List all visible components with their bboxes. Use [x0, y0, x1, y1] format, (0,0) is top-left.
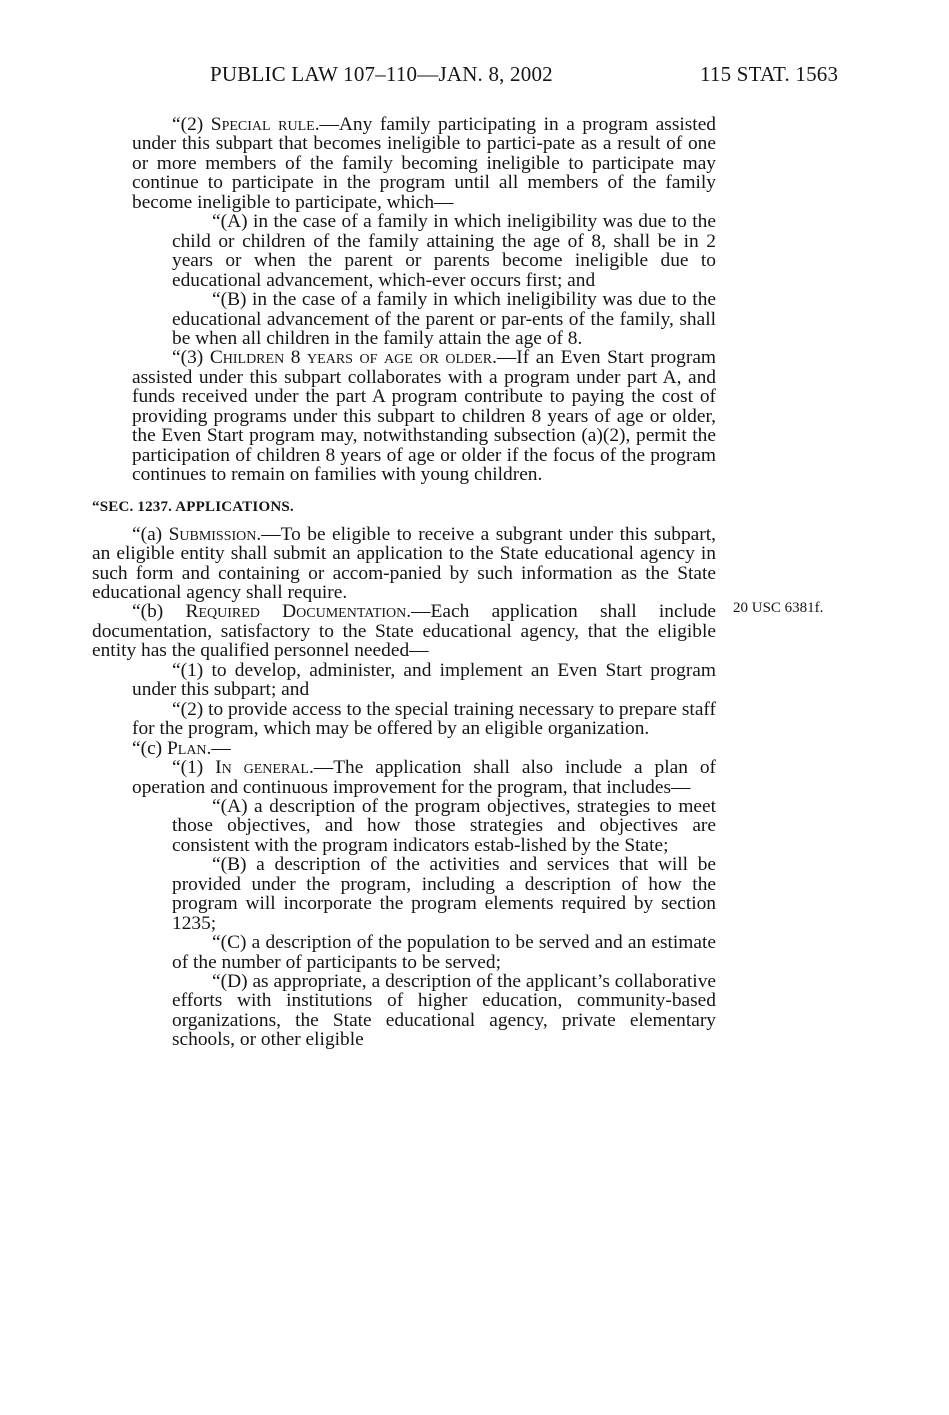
- para-number: “(a): [132, 523, 169, 545]
- paragraph-c1-in-general: [92, 758, 716, 797]
- paragraph-cA-objectives: “(A) a description of the program objectives, strategies to meet those objectives, and how those strategies and objectives are consistent with the program indicators estab-lished by the State;: [172, 795, 716, 856]
- para-text: .—The application shall also include a plan of operation and continuous improvement for the program, that includes—: [132, 757, 716, 798]
- paragraph-b1-develop: “(1) to develop, administer, and implement an Even Start program under this subpart; and: [132, 659, 716, 701]
- para-text: .—If an Even Start program assisted under this subpart collaborates with a program under part A, and funds received under the part A program contribute to paying the cost of providing programs under this subpart to children 8 years of age or older, the Even Start program may, notwithstanding subsection (a)(2), permit the participation of children 8 years of age or older if the focus of the program continues to remain on families with young children.: [132, 347, 717, 486]
- para-number: “(c): [132, 737, 167, 759]
- header-stat-citation: 115 STAT. 1563: [700, 62, 839, 86]
- para-heading: Children 8 years of age or older: [209, 347, 493, 369]
- para-heading: Special rule: [210, 114, 315, 135]
- para-text: .—Any family participating in a program assisted under this subpart that becomes ineligible to partici-pate as a result of one or more members of the family becoming ineligible to participate may continue to participate in the program until all members of the family become ineligible to participate, which—: [132, 114, 716, 213]
- paragraph-c-plan: [92, 739, 716, 758]
- para-text: .—: [206, 737, 231, 759]
- paragraph-cB-activities: “(B) a description of the activities and services that will be provided under the program, including a description of how the program will incorporate the program elements required by section 1235;: [172, 854, 716, 934]
- section-heading: “SEC. 1237. APPLICATIONS.: [92, 498, 294, 515]
- paragraph-children-8-years: [92, 348, 716, 484]
- paragraph-subclause-b-advancement: “(B) in the case of a family in which ineligibility was due to the educational advancement of the parent or par-ents of the family, shall be when all children in the family attain the age of 8.: [172, 289, 716, 349]
- running-header: [0, 62, 949, 92]
- para-number: “(b): [132, 601, 186, 623]
- paragraph-b2-training: “(2) to provide access to the special training necessary to prepare staff for the program, which may be offered by an eligible organization.: [132, 698, 716, 740]
- para-heading: In general: [215, 757, 309, 779]
- paragraph-a-submission: [92, 525, 716, 603]
- para-number: “(2): [172, 114, 211, 135]
- para-number: “(3): [172, 347, 210, 369]
- header-title: PUBLIC LAW 107–110—JAN. 8, 2002: [210, 62, 553, 86]
- paragraph-cD-collaboration: “(D) as appropriate, a description of the applicant’s collaborative efforts with institutions of higher education, community-based organizations, the State educational agency, private elementary schools, or other eligible: [172, 971, 716, 1051]
- paragraph-special-rule: [92, 115, 716, 212]
- margin-citation: 20 USC 6381f.: [733, 600, 824, 616]
- para-text: .—To be eligible to receive a subgrant under this subpart, an eligible entity shall submit an application to the State educational agency in such form and containing or accom-panied by such information as the State educational agency shall require.: [92, 523, 716, 603]
- body-text: [92, 115, 716, 1050]
- paragraph-cC-population: “(C) a description of the population to be served and an estimate of the number of participants to be served;: [172, 932, 716, 973]
- para-number: “(1): [172, 757, 216, 779]
- para-heading: Required Documentation: [185, 601, 407, 623]
- para-heading: Submission: [168, 523, 257, 545]
- para-text: .—Each application shall include documentation, satisfactory to the State educational agency, that the eligible entity has the qualified personnel needed—: [92, 601, 716, 662]
- para-heading: Plan: [166, 737, 207, 759]
- paragraph-b-required-documentation: [92, 602, 716, 660]
- paragraph-subclause-a-age: “(A) in the case of a family in which ineligibility was due to the child or children of the family attaining the age of 8, shall be in 2 years or when the parent or parents become ineligible due to educational advancement, which-ever occurs first; and: [172, 211, 716, 291]
